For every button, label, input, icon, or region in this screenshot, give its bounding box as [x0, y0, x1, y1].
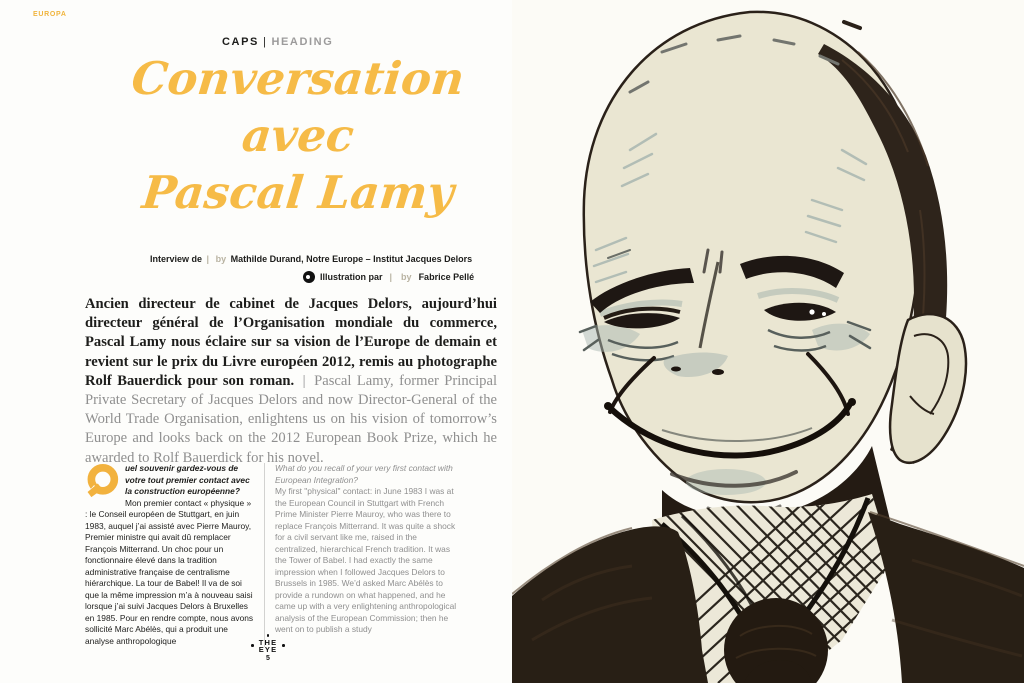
answer-english: My first "physical" contact: in June 1983 I was at the European Council in Stuttgart with French Prime Minister Pierre Mauroy, who was there to replace François Mitterrand. It was quite a shock for a civil servant like me, raised in the centralized, hierarchical French tradition. It was the Tower of Babel. I had exactly the same impression when I followed Jacques Delors to Brussels in 1985. We’d asked Marc Abélès to provide a rundown on what happened, and he came up with a very enlightening anthropological analysis of the European Commission; then he went on to publish a study	[275, 486, 457, 634]
magazine-logo	[238, 634, 298, 662]
byline-illustration-by: by	[401, 272, 412, 282]
qa-columns	[85, 463, 457, 647]
byline-interview-separator: |	[206, 254, 210, 264]
intro-french: Ancien directeur de cabinet de Jacques Delors, aujourd’hui directeur général de l’Organisation mondiale du commerce, Pascal Lamy nous éclaire sur sa vision de l’Europe de demain et revient sur le prix du Livre européen 2012, remis au photographe Rolf Bauerdick pour son roman.	[85, 296, 497, 389]
byline-illustration	[303, 271, 474, 283]
intro-paragraph	[85, 295, 497, 468]
logo-wordmark	[259, 639, 278, 653]
logo-dot-left	[251, 644, 254, 647]
answer-french: Mon premier contact « physique » : le Conseil européen de Stuttgart, en juin 1983, auquel j’ai assisté avec Pierre Mauroy, Premier ministre qui avait dû remplacer François Mitterrand. Un choc pour un fonctionnaire élevé dans la tradition administrative française de centralisme hiérarchique. La tour de Babel! Il va de soi que la même impression m’a à nouveau saisi lorsque j’ai suivi Jacques Delors à Bruxelles en 1985. Pour en rendre compte, nous avons sollicité Marc Abélès, qui a produit une analyse anthropologique	[85, 497, 254, 646]
kicker	[222, 36, 333, 48]
article-title	[96, 50, 500, 221]
logo-dot-right	[282, 644, 285, 647]
intro-english: Pascal Lamy, former Principal Private Secretary of Jacques Delors and now Director-General of the World Trade Organisation, enlightens us on his vision of tomorrow’s Europe and looks back on the 2012 European Book Prize, which he awarded to Rolf Bauerdick for his novel.	[85, 372, 497, 466]
byline-illustration-separator: |	[389, 272, 393, 282]
kicker-caps: CAPS	[222, 36, 259, 48]
logo-dot-top	[267, 634, 270, 637]
byline-illustration-prefix: Illustration par	[320, 272, 383, 282]
kicker-heading: HEADING	[271, 36, 334, 48]
byline-illustration-name: Fabrice Pellé	[418, 272, 475, 282]
qa-column-english	[265, 463, 457, 647]
question-french: uel souvenir gardez-vous de votre tout premier contact avec la construction européenne?	[125, 463, 250, 496]
question-english: What do you recall of your very first contact with European Integration?	[275, 463, 453, 485]
logo-the: THE	[258, 637, 278, 647]
byline-interview-by: by	[215, 254, 227, 264]
intro-separator: |	[302, 372, 306, 389]
title-line-3: Pascal Lamy	[139, 166, 457, 219]
title-line-2: avec	[239, 109, 357, 162]
qa-column-french	[85, 463, 265, 647]
right-page	[512, 0, 1024, 683]
logo-row	[251, 639, 285, 653]
logo-eye: EYE	[258, 644, 278, 654]
byline-interview-name: Mathilde Durand, Notre Europe – Institut Jacques Delors	[230, 254, 473, 264]
camera-lens-icon	[303, 271, 315, 283]
title-line-1: Conversation	[129, 52, 467, 105]
section-tag: EUROPA	[33, 11, 67, 18]
pascal-lamy-portrait-illustration	[512, 0, 1024, 683]
q-dropcap-icon	[85, 464, 119, 498]
page-number: 5	[266, 654, 270, 662]
byline-interview-prefix: Interview de	[150, 254, 203, 264]
kicker-separator: |	[262, 36, 268, 48]
byline-interview	[150, 254, 472, 264]
